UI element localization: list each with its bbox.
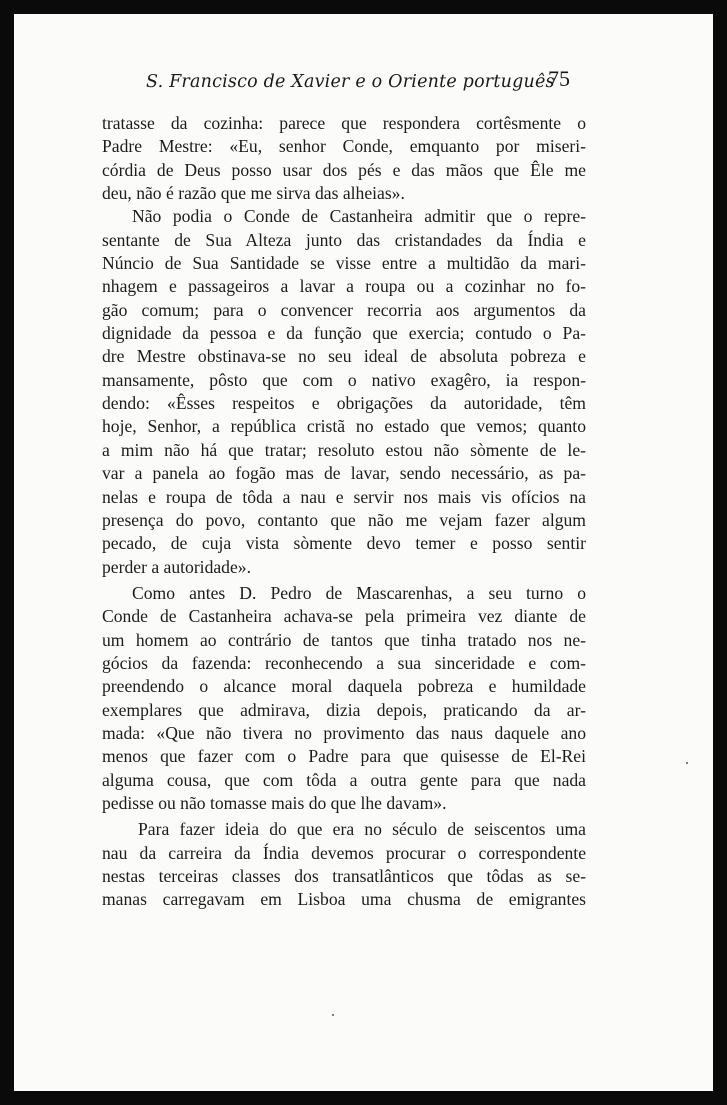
- text-line: sentante de Sua Alteza junto das cristandades da Índia e: [102, 229, 586, 250]
- text-line: menos que fazer com o Padre para que quisesse de El-Rei: [102, 746, 586, 767]
- text-line: nelas e roupa de tôda a nau e servir nos mais vis ofícios na: [102, 486, 586, 507]
- page-number: 75: [548, 66, 570, 91]
- text-line: presença do povo, contanto que não me vejam fazer algum: [102, 509, 586, 530]
- text-line: a mim não há que tratar; resoluto estou não sòmente de le-: [102, 439, 586, 460]
- text-line: Não podia o Conde de Castanheira admitir que o repre-: [132, 206, 586, 227]
- text-line: um homem ao contrário de tantos que tinha tratado nos ne-: [102, 629, 586, 650]
- text-line: pecado, de cuja vista sòmente devo temer e posso sentir: [102, 533, 586, 554]
- paper-speck: [332, 1014, 334, 1016]
- text-line: preendendo o alcance moral daquela pobreza e humildade: [102, 676, 586, 697]
- text-line: Como antes D. Pedro de Mascarenhas, a seu turno o: [132, 582, 586, 603]
- text-line: exemplares que admirava, dizia depois, praticando da ar-: [102, 699, 586, 720]
- text-line: alguma cousa, que com tôda a outra gente para que nada: [102, 769, 586, 790]
- text-line: hoje, Senhor, a república cristã no estado que vemos; quanto: [102, 416, 586, 437]
- running-title: S. Francisco de Xavier e o Oriente português: [146, 72, 555, 92]
- text-line: perder a autoridade».: [102, 556, 251, 577]
- text-line: gócios da fazenda: reconhecendo a sua sinceridade e com-: [102, 652, 586, 673]
- text-line: tratasse da cozinha: parece que respondera cortêsmente o: [102, 113, 586, 133]
- text-line: nau da carreira da Índia devemos procurar o correspondente: [102, 842, 586, 863]
- text-line: dendo: «Êsses respeitos e obrigações da autoridade, têm: [102, 393, 586, 414]
- text-line: dignidade da pessoa e da função que exercia; contudo o Pa-: [102, 323, 586, 344]
- text-line: deu, não é razão que me sirva das alheias».: [102, 183, 405, 204]
- body-text: [102, 112, 586, 912]
- text-line: pedisse ou não tomasse mais do que lhe davam».: [102, 792, 447, 813]
- text-line: córdia de Deus posso usar dos pés e das mãos que Êle me: [102, 159, 586, 180]
- text-line: Para fazer ideia do que era no século de seiscentos uma: [138, 819, 586, 840]
- text-line: Padre Mestre: «Eu, senhor Conde, emquanto por miseri-: [102, 136, 586, 157]
- text-line: mada: «Que não tivera no provimento das naus daquele ano: [102, 722, 586, 743]
- text-line: gão comum; para o convencer recorria aos argumentos da: [102, 299, 586, 320]
- text-line: nestas terceiras classes dos transatlânticos que tôdas as se-: [102, 866, 586, 886]
- text-line: nhagem e passageiros a lavar a roupa ou a cozinhar no fo-: [102, 276, 586, 297]
- text-line: manas carregavam em Lisboa uma chusma de emigrantes: [102, 889, 586, 910]
- text-line: Núncio de Sua Santidade se visse entre a multidão da mari-: [102, 253, 586, 274]
- paper-speck: [686, 762, 688, 764]
- text-line: Conde de Castanheira achava-se pela primeira vez diante de: [102, 606, 586, 627]
- text-line: var a panela ao fogão mas de lavar, sendo necessário, as pa-: [102, 463, 586, 484]
- text-line: mansamente, pôsto que com o nativo exagêro, ia respon-: [102, 369, 586, 390]
- text-line: dre Mestre obstinava-se no seu ideal de absoluta pobreza e: [102, 346, 586, 367]
